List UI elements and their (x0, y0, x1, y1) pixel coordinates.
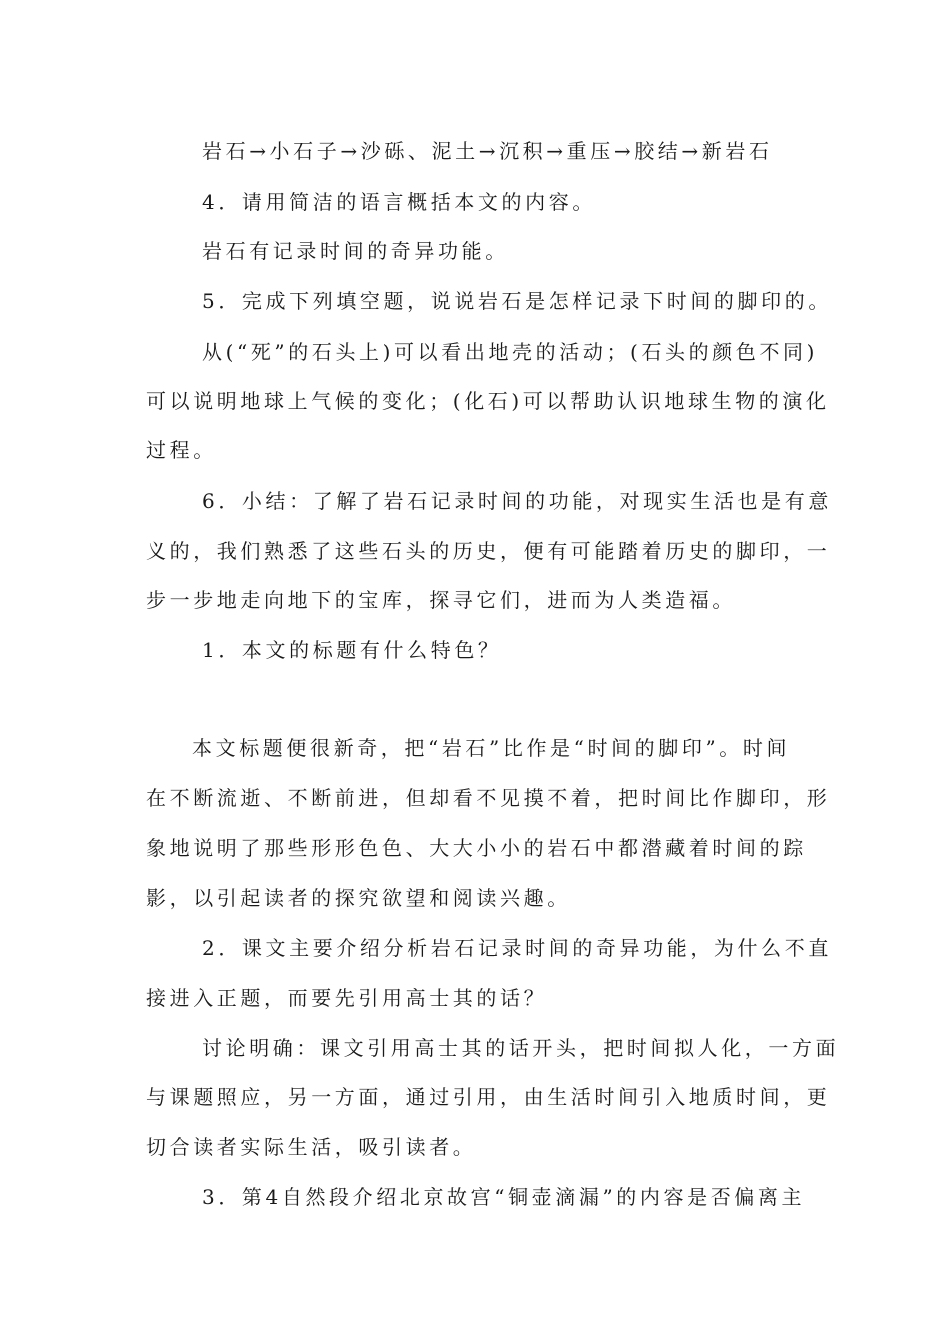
text-line: 3．第4自然段介绍北京故宫“铜壶滴漏”的内容是否偏离主 (202, 1185, 806, 1209)
text-line: 在不断流逝、不断前进，但却看不见摸不着，把时间比作脚印，形 (146, 786, 831, 810)
text-line: 步一步地走向地下的宝库，探寻它们，进而为人类造福。 (146, 588, 736, 612)
text-line: 1．本文的标题有什么特色？ (202, 638, 502, 662)
text-line: 可以说明地球上气候的变化；(化石)可以帮助认识地球生物的演化 (146, 389, 830, 413)
text-line: 2．课文主要介绍分析岩石记录时间的奇异功能，为什么不直 (202, 936, 832, 960)
text-line: 义的，我们熟悉了这些石头的历史，便有可能踏着历史的脚印，一 (146, 539, 831, 563)
text-line: 影，以引起读者的探究欲望和阅读兴趣。 (146, 886, 571, 910)
text-line: 本文标题便很新奇，把“岩石”比作是“时间的脚印”。时间 (192, 736, 791, 760)
text-line: 从(“死”的石头上)可以看出地壳的活动；(石头的颜色不同) (202, 340, 819, 364)
text-line: 岩石→小石子→沙砾、泥土→沉积→重压→胶结→新岩石 (202, 139, 773, 163)
text-line: 岩石有记录时间的奇异功能。 (202, 239, 509, 263)
text-line: 5．完成下列填空题，说说岩石是怎样记录下时间的脚印的。 (202, 289, 832, 313)
text-line: 4．请用简洁的语言概括本文的内容。 (202, 190, 596, 214)
text-line: 与课题照应，另一方面，通过引用，由生活时间引入地质时间，更 (146, 1085, 831, 1109)
text-line: 象地说明了那些形形色色、大大小小的岩石中都潜藏着时间的踪 (146, 836, 807, 860)
text-line: 6．小结：了解了岩石记录时间的功能，对现实生活也是有意 (202, 489, 832, 513)
text-line: 讨论明确：课文引用高士其的话开头，把时间拟人化，一方面 (202, 1036, 840, 1060)
text-line: 接进入正题，而要先引用高士其的话？ (146, 986, 548, 1010)
text-line: 切合读者实际生活，吸引读者。 (146, 1135, 477, 1159)
text-line: 过程。 (146, 438, 217, 462)
